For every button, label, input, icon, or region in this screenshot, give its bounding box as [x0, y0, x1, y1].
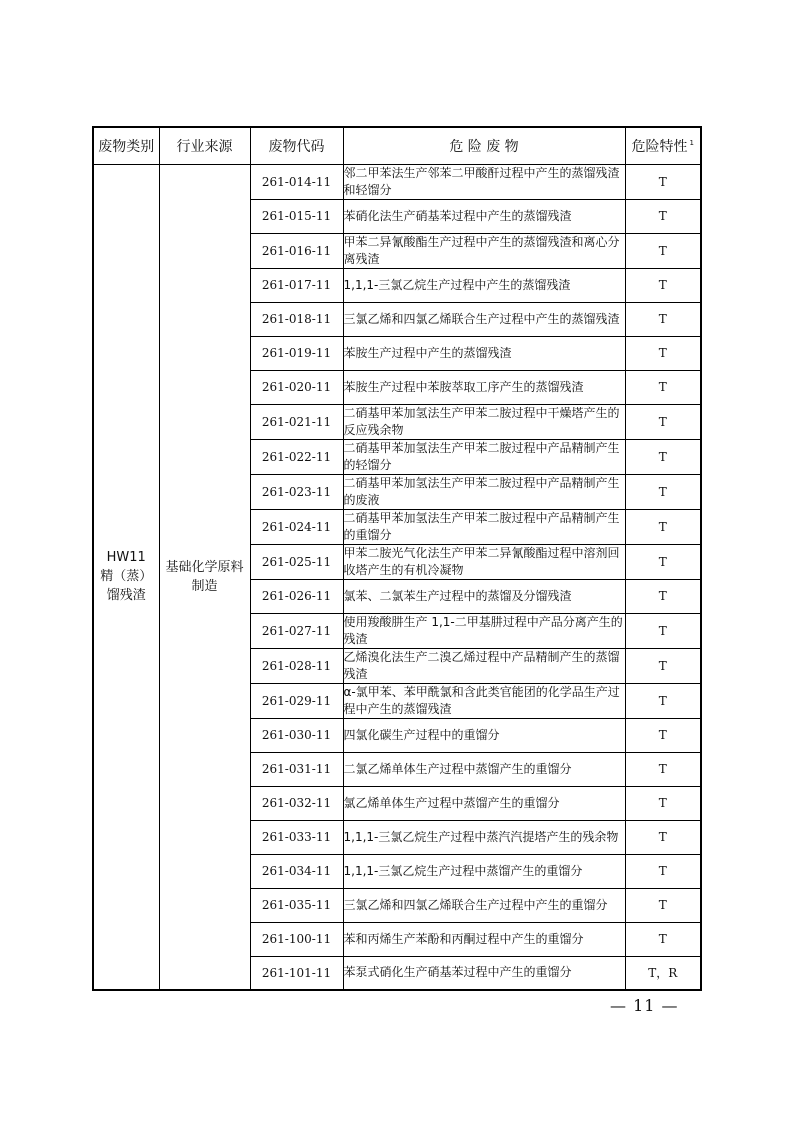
- waste-code-cell: 261-029-11: [250, 683, 343, 718]
- hazard-characteristic-cell: T: [625, 302, 701, 336]
- waste-description-cell: 邻二甲苯法生产邻苯二甲酸酐过程中产生的蒸馏残渣和轻馏分: [343, 164, 625, 199]
- table-header-row: [93, 127, 701, 164]
- waste-code-cell: 261-035-11: [250, 888, 343, 922]
- waste-code-cell: 261-031-11: [250, 752, 343, 786]
- waste-code-cell: 261-022-11: [250, 439, 343, 474]
- waste-description-cell: 二硝基甲苯加氢法生产甲苯二胺过程中产品精制产生的废液: [343, 474, 625, 509]
- waste-code-cell: 261-032-11: [250, 786, 343, 820]
- header-waste-category: 废物类别: [93, 127, 159, 164]
- waste-code-cell: 261-020-11: [250, 370, 343, 404]
- waste-code-cell: 261-018-11: [250, 302, 343, 336]
- hazard-characteristic-cell: T: [625, 370, 701, 404]
- waste-description-cell: 二硝基甲苯加氢法生产甲苯二胺过程中产品精制产生的轻馏分: [343, 439, 625, 474]
- footnote-marker: 1: [689, 139, 694, 148]
- table-row: [93, 164, 701, 199]
- header-industry-source: 行业来源: [159, 127, 250, 164]
- hazard-characteristic-cell: T: [625, 233, 701, 268]
- hazard-characteristic-cell: T: [625, 613, 701, 648]
- hazard-characteristic-cell: T: [625, 404, 701, 439]
- hazard-characteristic-cell: T: [625, 336, 701, 370]
- waste-code-cell: 261-033-11: [250, 820, 343, 854]
- waste-description-cell: 使用羧酸肼生产 1,1-二甲基肼过程中产品分离产生的残渣: [343, 613, 625, 648]
- waste-description-cell: 甲苯二胺光气化法生产甲苯二异氰酸酯过程中溶剂回收塔产生的有机冷凝物: [343, 544, 625, 579]
- hazard-characteristic-cell: T: [625, 786, 701, 820]
- waste-code-cell: 261-023-11: [250, 474, 343, 509]
- waste-code-cell: 261-101-11: [250, 956, 343, 990]
- waste-description-cell: 苯泵式硝化生产硝基苯过程中产生的重馏分: [343, 956, 625, 990]
- header-hazard-characteristic: [625, 127, 701, 164]
- hazard-characteristic-cell: T: [625, 718, 701, 752]
- hazard-characteristic-cell: T: [625, 820, 701, 854]
- hazard-characteristic-cell: T: [625, 164, 701, 199]
- hazardous-waste-table: [92, 126, 702, 991]
- hazard-characteristic-cell: T: [625, 268, 701, 302]
- waste-description-cell: 苯胺生产过程中产生的蒸馏残渣: [343, 336, 625, 370]
- waste-code-cell: 261-021-11: [250, 404, 343, 439]
- waste-code-cell: 261-017-11: [250, 268, 343, 302]
- hazard-characteristic-cell: T: [625, 752, 701, 786]
- industry-source-line: 基础化学原料: [165, 559, 244, 575]
- waste-code-cell: 261-024-11: [250, 509, 343, 544]
- waste-description-cell: 二硝基甲苯加氢法生产甲苯二胺过程中干燥塔产生的反应残余物: [343, 404, 625, 439]
- waste-code-cell: 261-028-11: [250, 648, 343, 683]
- hazard-characteristic-cell: T: [625, 544, 701, 579]
- waste-code-cell: 261-034-11: [250, 854, 343, 888]
- waste-code-cell: 261-025-11: [250, 544, 343, 579]
- hazard-characteristic-cell: T: [625, 922, 701, 956]
- waste-code-cell: 261-026-11: [250, 579, 343, 613]
- header-hazardous-waste: 危 险 废 物: [343, 127, 625, 164]
- header-waste-code: 废物代码: [250, 127, 343, 164]
- waste-description-cell: 甲苯二异氰酸酯生产过程中产生的蒸馏残渣和离心分离残渣: [343, 233, 625, 268]
- waste-description-cell: α-氯甲苯、苯甲酰氯和含此类官能团的化学品生产过程中产生的蒸馏残渣: [343, 683, 625, 718]
- waste-description-cell: 1,1,1-三氯乙烷生产过程中蒸汽汽提塔产生的残余物: [343, 820, 625, 854]
- industry-source-line: 制造: [191, 578, 218, 594]
- waste-description-cell: 1,1,1-三氯乙烷生产过程中蒸馏产生的重馏分: [343, 854, 625, 888]
- waste-description-cell: 四氯化碳生产过程中的重馏分: [343, 718, 625, 752]
- waste-description-cell: 氯苯、二氯苯生产过程中的蒸馏及分馏残渣: [343, 579, 625, 613]
- waste-description-cell: 1,1,1-三氯乙烷生产过程中产生的蒸馏残渣: [343, 268, 625, 302]
- waste-description-cell: 三氯乙烯和四氯乙烯联合生产过程中产生的蒸馏残渣: [343, 302, 625, 336]
- waste-description-cell: 乙烯溴化法生产二溴乙烯过程中产品精制产生的蒸馏残渣: [343, 648, 625, 683]
- waste-description-cell: 氯乙烯单体生产过程中蒸馏产生的重馏分: [343, 786, 625, 820]
- waste-code-cell: 261-016-11: [250, 233, 343, 268]
- waste-code-cell: 261-019-11: [250, 336, 343, 370]
- waste-code-cell: 261-030-11: [250, 718, 343, 752]
- industry-source-cell: [159, 164, 250, 990]
- hazard-characteristic-cell: T: [625, 854, 701, 888]
- waste-category-cell: [93, 164, 159, 990]
- hazard-characteristic-cell: T: [625, 579, 701, 613]
- hazard-characteristic-cell: T: [625, 199, 701, 233]
- waste-description-cell: 二硝基甲苯加氢法生产甲苯二胺过程中产品精制产生的重馏分: [343, 509, 625, 544]
- waste-description-cell: 苯胺生产过程中苯胺萃取工序产生的蒸馏残渣: [343, 370, 625, 404]
- waste-description-cell: 二氯乙烯单体生产过程中蒸馏产生的重馏分: [343, 752, 625, 786]
- waste-code-cell: 261-100-11: [250, 922, 343, 956]
- waste-code-cell: 261-027-11: [250, 613, 343, 648]
- hazard-characteristic-cell: T，R: [625, 956, 701, 990]
- waste-code-cell: 261-015-11: [250, 199, 343, 233]
- hazard-characteristic-cell: T: [625, 888, 701, 922]
- hazard-characteristic-cell: T: [625, 474, 701, 509]
- waste-description-cell: 苯和丙烯生产苯酚和丙酮过程中产生的重馏分: [343, 922, 625, 956]
- table-body: [93, 164, 701, 990]
- waste-code-cell: 261-014-11: [250, 164, 343, 199]
- hazard-characteristic-cell: T: [625, 509, 701, 544]
- waste-description-cell: 苯硝化法生产硝基苯过程中产生的蒸馏残渣: [343, 199, 625, 233]
- page-number: — 11 —: [610, 996, 679, 1015]
- hazard-characteristic-cell: T: [625, 648, 701, 683]
- waste-category-line: 精（蒸）: [100, 569, 153, 585]
- header-hazard-characteristic-label: 危险特性: [631, 138, 688, 155]
- waste-description-cell: 三氯乙烯和四氯乙烯联合生产过程中产生的重馏分: [343, 888, 625, 922]
- hazard-characteristic-cell: T: [625, 683, 701, 718]
- waste-category-line: HW11: [106, 550, 146, 566]
- waste-category-line: 馏残渣: [106, 588, 146, 604]
- hazard-characteristic-cell: T: [625, 439, 701, 474]
